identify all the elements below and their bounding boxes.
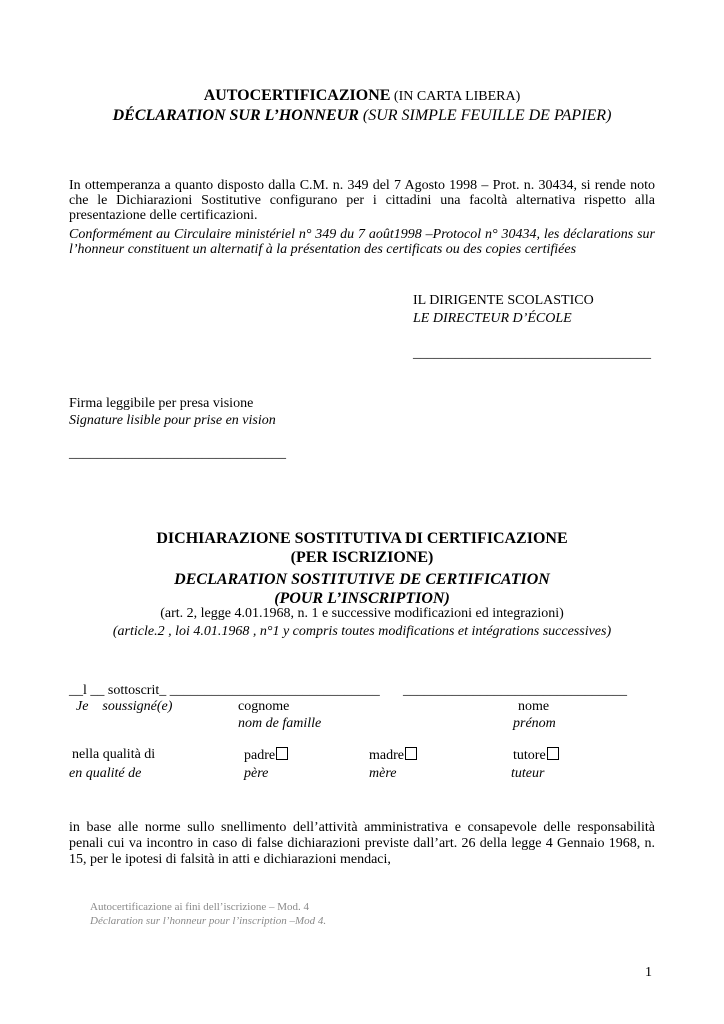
quality-label-french: en qualité de — [69, 766, 142, 781]
father-label: padre — [244, 748, 276, 763]
tutor-label: tutore — [513, 748, 546, 763]
signature-line: _______________________________ — [69, 446, 286, 461]
option-tutor[interactable] — [513, 747, 559, 764]
undersigned-name-field[interactable]: ________________________________ — [403, 683, 627, 698]
name-label-italian: nome — [518, 699, 550, 714]
option-father[interactable] — [244, 747, 288, 764]
subtitle-note: (SUR SIMPLE FEUILLE DE PAPIER) — [358, 107, 612, 124]
surname-label-french: nom de famille — [238, 716, 322, 731]
father-checkbox[interactable] — [276, 747, 288, 760]
tutor-label-french: tuteur — [511, 766, 545, 781]
law-reference-french: (article.2 , loi 4.01.1968 , n°1 y compris toutes modifications et intégrations successives) — [112, 624, 612, 639]
director-title-french: LE DIRECTEUR D’ÉCOLE — [413, 311, 572, 326]
name-label-french: prénom — [513, 716, 556, 731]
undersigned-label-french: Je soussigné(e) — [76, 699, 173, 714]
director-title-italian: IL DIRIGENTE SCOLASTICO — [413, 293, 594, 308]
tutor-checkbox[interactable] — [547, 747, 559, 760]
declaration-subtitle-french: (POUR L’INSCRIPTION) — [274, 590, 450, 607]
father-label-french: père — [244, 766, 269, 781]
declaration-title-french: DECLARATION SOSTITUTIVE DE CERTIFICATION — [174, 571, 550, 588]
mother-checkbox[interactable] — [405, 747, 417, 760]
title-note: (IN CARTA LIBERA) — [390, 89, 521, 104]
quality-label-italian: nella qualità di — [72, 747, 156, 762]
footer-french: Déclaration sur l’honneur pour l’inscription –Mod 4. — [90, 915, 327, 927]
intro-italian: In ottemperanza a quanto disposto dalla C.M. n. 349 del 7 Agosto 1998 – Prot. n. 30434, si rende noto che le Dichiarazioni Sostitutive configurano per i cittadini una facoltà alternativa rispetto alla presentazione delle certificazioni. — [69, 178, 655, 223]
mother-label-french: mère — [369, 766, 397, 781]
mother-label: madre — [369, 748, 404, 763]
subtitle-main: DÉCLARATION SUR L’HONNEUR — [112, 107, 359, 124]
signature-label-french: Signature lisible pour prise en vision — [69, 413, 276, 428]
title-main: AUTOCERTIFICAZIONE — [203, 87, 391, 104]
document-title — [0, 86, 724, 105]
declaration-subtitle-italian: (PER ISCRIZIONE) — [290, 549, 434, 566]
body-paragraph: in base alle norme sullo snellimento dell’attività amministrativa e consapevole delle responsabilità penali cui va incontro in caso di false dichiarazioni previste dall’art. 26 della legge 4 Gennaio 1968, n. 15, per le ipotesi di falsità in atti e dichiarazioni mendaci, — [69, 820, 655, 867]
undersigned-surname-field[interactable]: __l __ sottoscrit_ ______________________________ — [69, 683, 380, 698]
footer-italian: Autocertificazione ai fini dell’iscrizione – Mod. 4 — [90, 901, 310, 913]
intro-french: Conformément au Circulaire ministériel n° 349 du 7 août1998 –Protocol n° 30434, les déclarations sur l’honneur constituent un alternatif à la présentation des certificats ou des copies certifiées — [69, 227, 655, 257]
page-number: 1 — [645, 965, 652, 980]
director-signature-line: __________________________________ — [413, 346, 651, 361]
document-subtitle — [0, 106, 724, 125]
signature-label-italian: Firma leggibile per presa visione — [69, 396, 254, 411]
surname-label-italian: cognome — [238, 699, 290, 714]
law-reference-italian: (art. 2, legge 4.01.1968, n. 1 e successive modificazioni ed integrazioni) — [160, 606, 564, 621]
option-mother[interactable] — [369, 747, 417, 764]
declaration-title-italian: DICHIARAZIONE SOSTITUTIVA DI CERTIFICAZIONE — [156, 530, 568, 547]
